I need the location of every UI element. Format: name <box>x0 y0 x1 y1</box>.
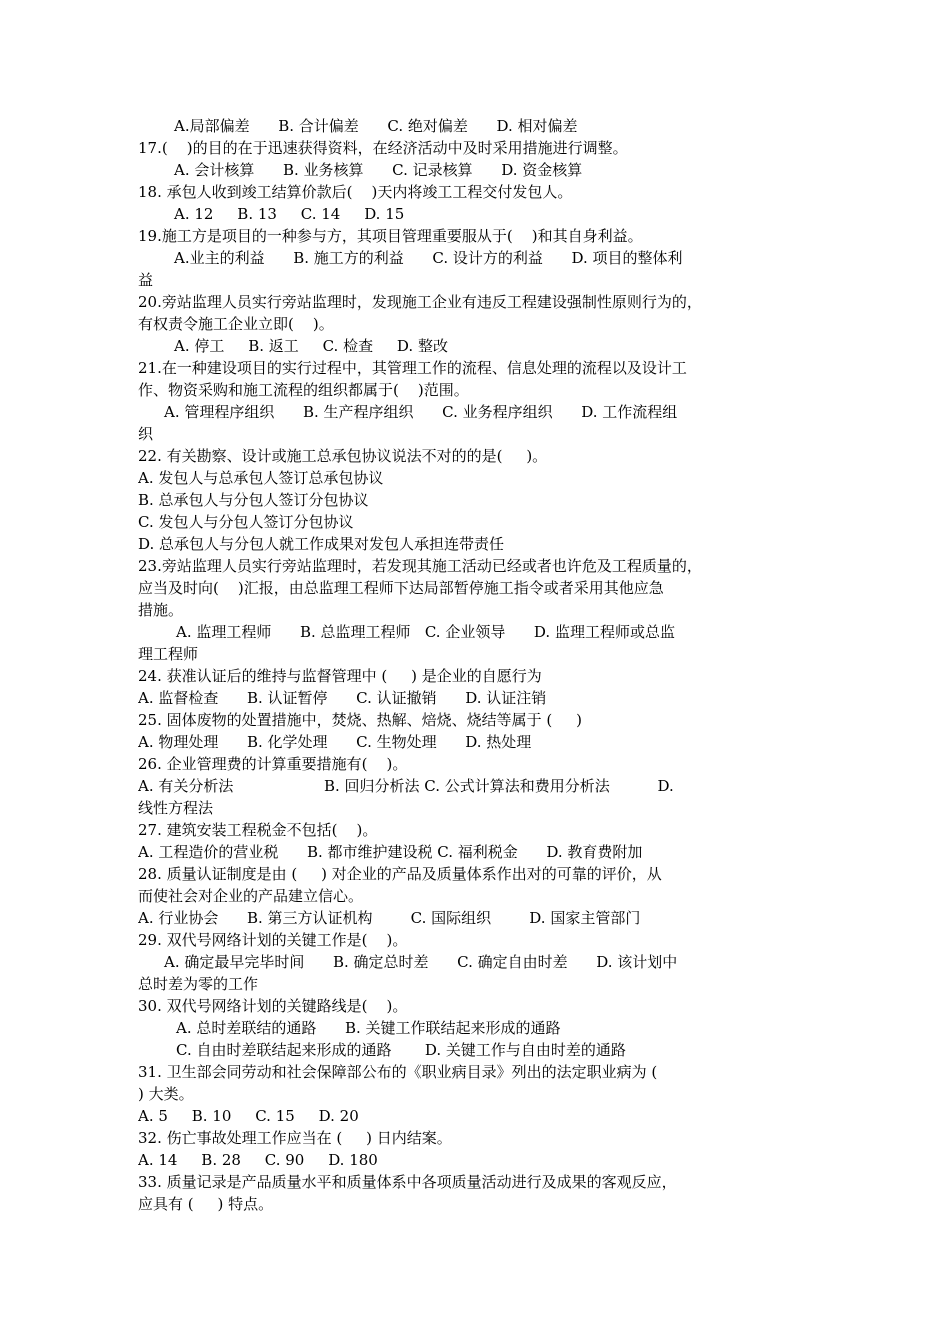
text-line: A. 停工 B. 返工 C. 检查 D. 整改 <box>174 337 448 355</box>
text-line: 而使社会对企业的产品建立信心。 <box>138 887 364 905</box>
text-line: A.业主的利益 B. 施工方的利益 C. 设计方的利益 D. 项目的整体利 <box>174 249 683 267</box>
text-line: 18. 承包人收到竣工结算价款后( )天内将竣工工程交付发包人。 <box>138 183 573 201</box>
text-line: A. 14 B. 28 C. 90 D. 180 <box>138 1151 378 1169</box>
text-line: A. 12 B. 13 C. 14 D. 15 <box>174 205 405 223</box>
text-line: 32. 伤亡事故处理工作应当在 ( ) 日内结案。 <box>138 1129 452 1147</box>
text-line: 织 <box>138 425 154 443</box>
text-line: 26. 企业管理费的计算重要措施有( )。 <box>138 755 408 773</box>
text-line: 28. 质量认证制度是由 ( ) 对企业的产品及质量体系作出对的可靠的评价，从 <box>138 865 662 883</box>
text-line: 23.旁站监理人员实行旁站监理时，若发现其施工活动已经或者也许危及工程质量的， <box>138 557 702 575</box>
text-line: 21.在一种建设项目的实行过程中，其管理工作的流程、信息处理的流程以及设计工 <box>138 359 687 377</box>
text-line: 17.( )的目的在于迅速获得资料，在经济活动中及时采用措施进行调整。 <box>138 139 628 157</box>
document-page <box>138 115 838 1215</box>
text-line: A. 行业协会 B. 第三方认证机构 C. 国际组织 D. 国家主管部门 <box>138 909 641 927</box>
text-line: A. 监理工程师 B. 总监理工程师 C. 企业领导 D. 监理工程师或总监 <box>176 623 675 641</box>
text-line: 24. 获准认证后的维持与监督管理中 ( ) 是企业的自愿行为 <box>138 667 542 685</box>
text-line: 有权责令施工企业立即( )。 <box>138 315 334 333</box>
text-line: A. 监督检查 B. 认证暂停 C. 认证撤销 D. 认证注销 <box>138 689 547 707</box>
text-line: ) 大类。 <box>138 1085 194 1103</box>
text-line: 33. 质量记录是产品质量水平和质量体系中各项质量活动进行及成果的客观反应， <box>138 1173 677 1191</box>
text-line: 20.旁站监理人员实行旁站监理时，发现施工企业有违反工程建设强制性原则行为的， <box>138 293 702 311</box>
text-line: A. 发包人与总承包人签订总承包协议 <box>138 469 384 487</box>
text-line: D. 总承包人与分包人就工作成果对发包人承担连带责任 <box>138 535 505 553</box>
text-line: 理工程师 <box>138 645 199 663</box>
text-line: 27. 建筑安装工程税金不包括( )。 <box>138 821 378 839</box>
text-line: A. 工程造价的营业税 B. 都市维护建设税 C. 福利税金 D. 教育费附加 <box>138 843 643 861</box>
text-line: A. 确定最早完毕时间 B. 确定总时差 C. 确定自由时差 D. 该计划中 <box>164 953 678 971</box>
text-line: A. 有关分析法 B. 回归分析法 C. 公式计算法和费用分析法 D. <box>138 777 674 795</box>
text-line: B. 总承包人与分包人签订分包协议 <box>138 491 369 509</box>
text-line: 22. 有关勘察、设计或施工总承包协议说法不对的的是( )。 <box>138 447 548 465</box>
text-line: 应当及时向( )汇报，由总监理工程师下达局部暂停施工指令或者采用其他应急 <box>138 579 664 597</box>
text-line: A. 总时差联结的通路 B. 关键工作联结起来形成的通路 <box>176 1019 561 1037</box>
text-line: 29. 双代号网络计划的关键工作是( )。 <box>138 931 408 949</box>
text-line: A. 物理处理 B. 化学处理 C. 生物处理 D. 热处理 <box>138 733 532 751</box>
text-line: A. 会计核算 B. 业务核算 C. 记录核算 D. 资金核算 <box>174 161 583 179</box>
text-line: 30. 双代号网络计划的关键路线是( )。 <box>138 997 408 1015</box>
text-line: A. 管理程序组织 B. 生产程序组织 C. 业务程序组织 D. 工作流程组 <box>164 403 678 421</box>
text-line: 益 <box>138 271 154 289</box>
text-line: A. 5 B. 10 C. 15 D. 20 <box>138 1107 359 1125</box>
text-line: 线性方程法 <box>138 799 214 817</box>
text-line: 总时差为零的工作 <box>138 975 259 993</box>
text-line: 作、物资采购和施工流程的组织都属于( )范围。 <box>138 381 469 399</box>
text-line: 25. 固体废物的处置措施中，焚烧、热解、焙烧、烧结等属于 ( ) <box>138 711 582 729</box>
text-line: 应具有 ( ) 特点。 <box>138 1195 274 1213</box>
text-line: 措施。 <box>138 601 184 619</box>
text-line: 19.施工方是项目的一种参与方，其项目管理重要服从于( )和其自身利益。 <box>138 227 643 245</box>
text-line: C. 发包人与分包人签订分包协议 <box>138 513 354 531</box>
text-line: A.局部偏差 B. 合计偏差 C. 绝对偏差 D. 相对偏差 <box>174 117 578 135</box>
text-line: 31. 卫生部会同劳动和社会保障部公布的《职业病目录》列出的法定职业病为 ( <box>138 1063 658 1081</box>
text-line: C. 自由时差联结起来形成的通路 D. 关键工作与自由时差的通路 <box>176 1041 626 1059</box>
